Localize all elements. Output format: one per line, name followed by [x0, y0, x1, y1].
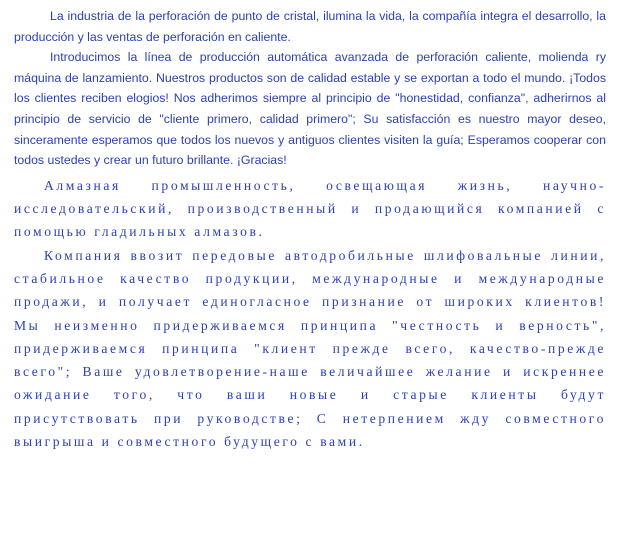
russian-text-block	[14, 174, 606, 454]
paragraph: Introducimos la línea de producción automática avanzada de perforación caliente, molienda ry máquina de lanzamiento. Nuestros productos son de calidad estable y se exportan a todo el mundo. ¡Todos los clientes reciben elogios! Nos adherimos siempre al principio de "honestidad, confianza", adherirnos al principio de servicio de "cliente primero, calidad primero"; Su satisfacción es nuestro mayor deseo, sinceramente esperamos que todos los nuevos y antiguos clientes visiten la guía; Esperamos cooperar con todos ustedes y crear un futuro brillante. ¡Gracias!	[14, 50, 606, 168]
paragraph: La industria de la perforación de punto de cristal, ilumina la vida, la compañía integra el desarrollo, la producción y las ventas de perforación en caliente.	[14, 9, 606, 44]
spanish-text-block	[14, 6, 606, 171]
paragraph: Компания ввозит передовые автодробильные шлифовальные линии, стабильное качество продукции, международные и международные продажи, и получает единогласное признание от широких клиентов! Мы неизменно придерживаемся принципа "честность и верность", придерживаемся принципа "клиент прежде всего, качество-прежде всего"; Ваше удовлетворение-наше величайшее желание и искреннее ожидание того, что ваши новые и старые клиенты будут присутствовать при руководстве; С нетерпением жду совместного выигрыша и совместного будущего с вами.	[14, 247, 606, 450]
paragraph: Алмазная промышленность, освещающая жизнь, научно-исследовательский, производственный и продающийся компанией с помощью гладильных алмазов.	[14, 177, 606, 240]
